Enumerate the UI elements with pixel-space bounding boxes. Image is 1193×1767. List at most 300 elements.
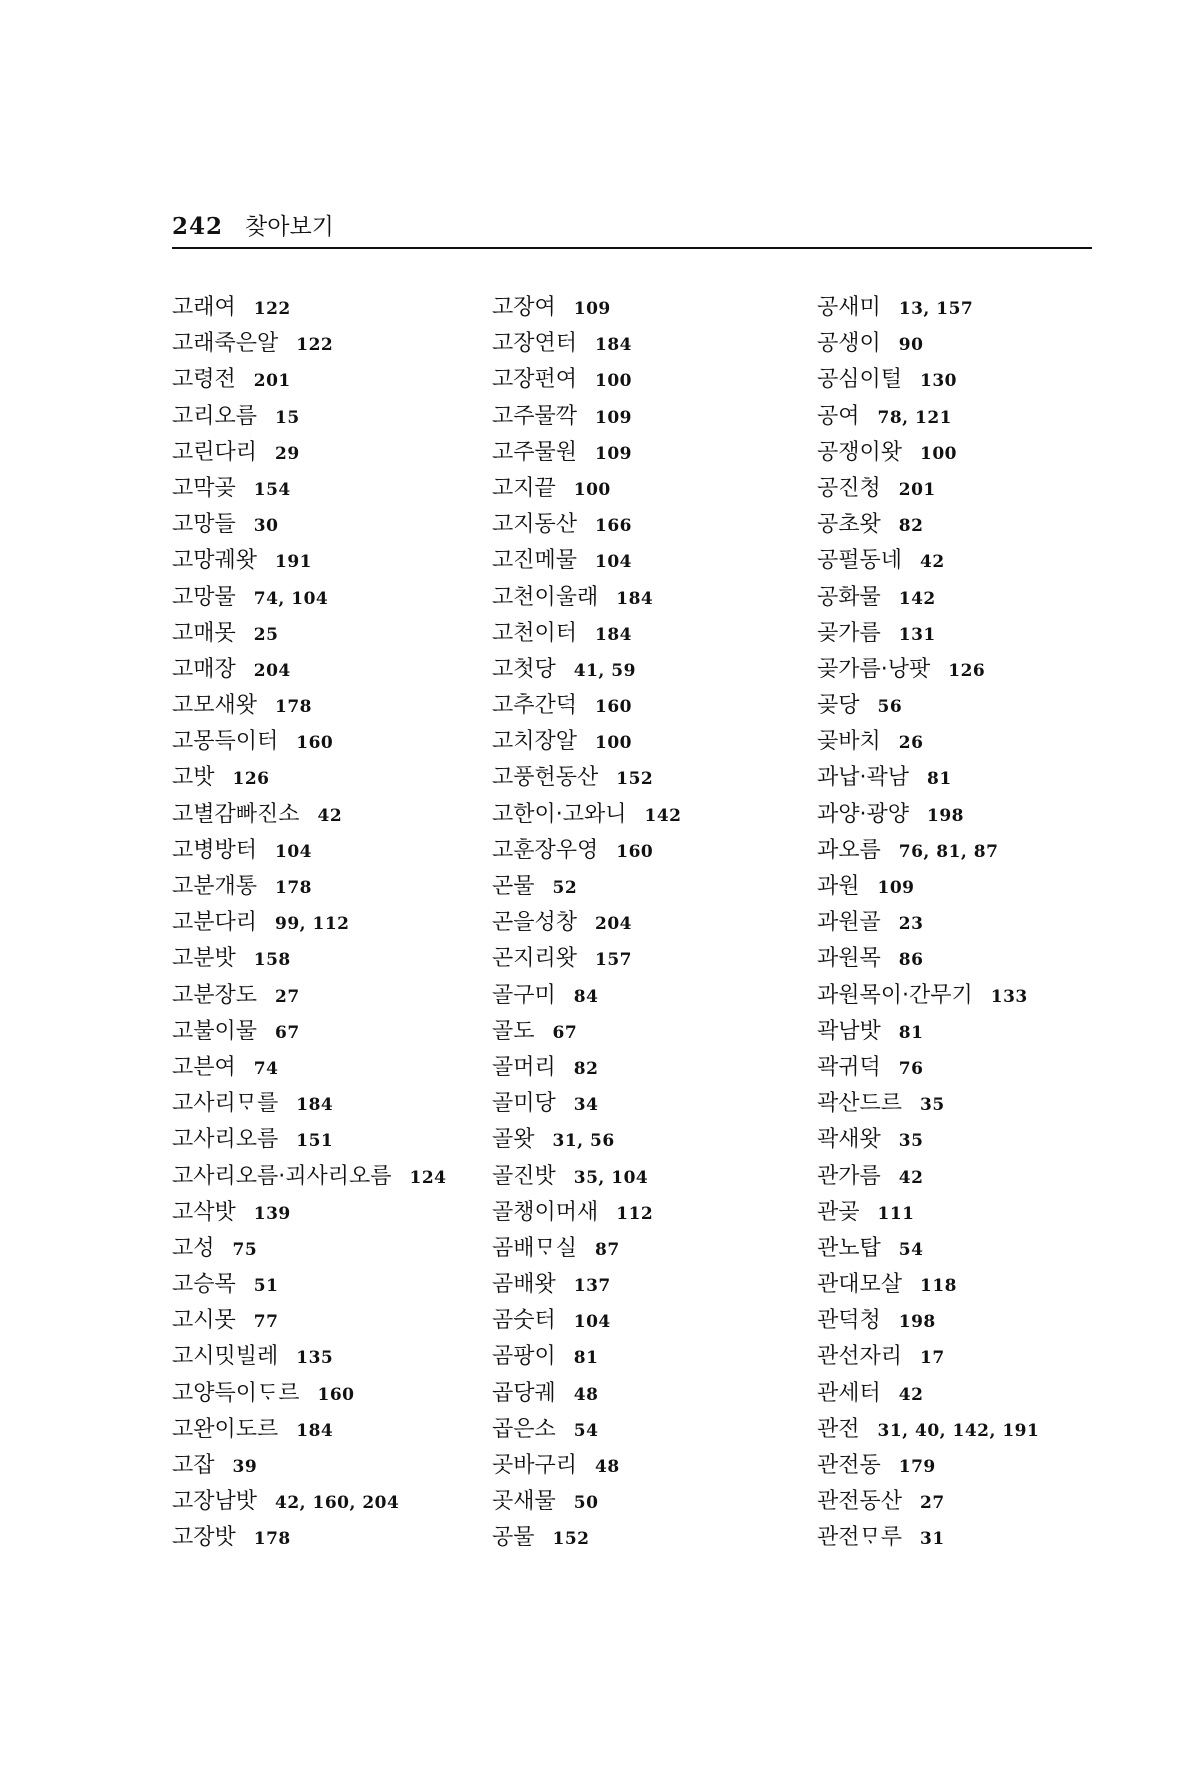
index-page-numbers: 100 [595, 371, 633, 392]
index-term: 관전ᄆᆞ루 [817, 1525, 903, 1551]
index-entry [492, 833, 792, 869]
index-term: 공쟁이왓 [817, 439, 903, 465]
index-entry [492, 905, 792, 941]
index-entry [492, 688, 792, 724]
index-entry [817, 1520, 1117, 1556]
index-entry [172, 941, 472, 977]
index-page-numbers: 26 [898, 733, 924, 754]
index-term: 고천이터 [492, 620, 578, 646]
index-entry [172, 1376, 472, 1412]
index-entry [817, 978, 1117, 1014]
index-term: 과오름 [817, 837, 881, 863]
index-page-numbers: 130 [920, 371, 958, 392]
index-page-numbers: 42 [317, 805, 343, 826]
index-page-numbers: 67 [552, 1022, 578, 1043]
index-columns [172, 290, 1092, 1590]
index-entry [492, 471, 792, 507]
index-page-numbers: 82 [898, 516, 924, 537]
index-term: 고령전 [172, 367, 236, 393]
index-term: 관노탑 [817, 1235, 881, 1261]
index-term: 곽산드르 [817, 1091, 903, 1117]
index-page-numbers: 100 [595, 733, 633, 754]
index-page-numbers: 111 [877, 1203, 915, 1224]
index-entry [817, 833, 1117, 869]
index-entry [817, 1339, 1117, 1375]
index-term: 공새미 [817, 295, 881, 320]
index-page-numbers: 31, 40, 142, 191 [877, 1420, 1040, 1441]
index-page-numbers: 35 [898, 1131, 924, 1152]
index-page-numbers: 54 [573, 1420, 599, 1441]
index-page-numbers: 54 [898, 1239, 924, 1260]
index-term: 골구미 [492, 982, 556, 1008]
index-entry [817, 290, 1117, 326]
index-page-numbers: 137 [573, 1276, 611, 1297]
index-entry [492, 1448, 792, 1484]
index-page-numbers: 77 [253, 1312, 279, 1333]
index-entry [817, 435, 1117, 471]
index-entry [492, 1520, 792, 1556]
index-page-numbers: 154 [253, 479, 291, 500]
index-page-numbers: 76, 81, 87 [898, 841, 999, 862]
index-entry [172, 616, 472, 652]
index-page-numbers: 131 [898, 624, 936, 645]
index-term: 고분장도 [172, 982, 258, 1008]
index-page-numbers: 126 [232, 769, 270, 790]
index-entry [817, 688, 1117, 724]
index-entry [492, 797, 792, 833]
index-page-numbers: 158 [253, 950, 291, 971]
index-entry [172, 688, 472, 724]
index-term: 고사리오름·괴사리오름 [172, 1163, 392, 1189]
index-entry [492, 978, 792, 1014]
index-term: 과납·곽남 [817, 765, 910, 791]
index-page-numbers: 201 [898, 479, 936, 500]
index-entry [172, 1339, 472, 1375]
index-term: 고추간덕 [492, 693, 578, 719]
index-entry [172, 724, 472, 760]
index-term: 관대모살 [817, 1272, 903, 1298]
index-page-numbers: 178 [275, 697, 313, 718]
index-term: 고망물 [172, 584, 236, 610]
index-page-numbers: 133 [990, 986, 1028, 1007]
index-entry [172, 362, 472, 398]
index-entry [172, 1303, 472, 1339]
index-term: 고장연터 [492, 331, 578, 357]
index-entry [492, 724, 792, 760]
index-entry [172, 290, 472, 326]
index-entry [817, 941, 1117, 977]
index-page-numbers: 122 [296, 335, 334, 356]
index-term: 고사리ᄆᆞ를 [172, 1091, 279, 1117]
index-entry [492, 1267, 792, 1303]
index-term: 골도 [492, 1018, 535, 1044]
index-entry [492, 399, 792, 435]
index-entry [492, 616, 792, 652]
index-term: 공심이털 [817, 367, 903, 393]
index-term: 고분밧 [172, 946, 236, 972]
index-page-numbers: 29 [275, 443, 300, 464]
index-page-numbers: 104 [275, 841, 313, 862]
index-entry [817, 399, 1117, 435]
index-page-numbers: 42 [898, 1167, 924, 1188]
index-term: 곱당궤 [492, 1380, 556, 1406]
index-term: 곽새왓 [817, 1127, 881, 1153]
index-term: 곳새물 [492, 1489, 556, 1515]
index-entry [492, 1339, 792, 1375]
index-entry [172, 507, 472, 543]
index-entry [817, 1448, 1117, 1484]
index-page-numbers: 166 [595, 516, 633, 537]
index-entry [817, 652, 1117, 688]
index-page-numbers: 31 [920, 1529, 945, 1550]
index-term: 골미당 [492, 1091, 556, 1117]
index-term: 고양득이ᄃᆞ르 [172, 1380, 300, 1406]
index-page-numbers: 126 [948, 660, 986, 681]
index-entry [817, 1159, 1117, 1195]
index-entry [817, 1050, 1117, 1086]
index-entry [172, 435, 472, 471]
index-term: 고장밧 [172, 1525, 236, 1551]
index-entry [172, 869, 472, 905]
index-page-numbers: 184 [616, 588, 654, 609]
index-term: 관덕청 [817, 1308, 881, 1334]
index-page-numbers: 160 [296, 733, 334, 754]
index-page-numbers: 15 [275, 407, 300, 428]
index-page-numbers: 52 [552, 878, 578, 898]
index-page-numbers: 23 [898, 914, 924, 935]
index-entry [492, 435, 792, 471]
index-entry [172, 399, 472, 435]
index-term: 과원목 [817, 946, 881, 972]
index-page-numbers: 13, 157 [898, 299, 974, 319]
index-term: 곳바구리 [492, 1453, 578, 1478]
index-term: 고잡 [172, 1453, 215, 1478]
index-term: 고불이물 [172, 1018, 258, 1044]
index-term: 고풍헌동산 [492, 765, 599, 791]
index-page-numbers: 109 [877, 878, 915, 898]
index-term: 고장펀여 [492, 367, 578, 393]
index-term: 고지동산 [492, 512, 578, 538]
index-page-numbers: 42 [898, 1384, 924, 1405]
index-page-numbers: 74 [253, 1058, 279, 1079]
index-page-numbers: 178 [275, 878, 313, 898]
index-term: 곶가름·낭팟 [817, 656, 931, 682]
index-term: 공진청 [817, 475, 881, 501]
index-term: 과원 [817, 874, 860, 899]
index-page-numbers: 100 [920, 443, 958, 464]
index-entry [172, 1231, 472, 1267]
index-page-numbers: 142 [644, 805, 682, 826]
index-term: 고매못 [172, 620, 236, 646]
index-entry [817, 1376, 1117, 1412]
index-term: 고모새왓 [172, 693, 258, 719]
index-term: 관가름 [817, 1163, 881, 1189]
index-term: 관전동 [817, 1453, 881, 1478]
index-term: 곶바치 [817, 729, 881, 755]
index-term: 고매장 [172, 656, 236, 682]
index-entry [492, 1086, 792, 1122]
index-term: 고망궤왓 [172, 548, 258, 574]
index-term: 고래여 [172, 295, 236, 320]
index-page-numbers: 81 [898, 1022, 924, 1043]
index-page-numbers: 17 [920, 1348, 945, 1369]
index-page-numbers: 42, 160, 204 [275, 1493, 400, 1514]
index-page-numbers: 48 [595, 1457, 620, 1477]
index-page-numbers: 30 [253, 516, 279, 537]
index-page-numbers: 139 [253, 1203, 291, 1224]
index-term: 고병방터 [172, 837, 258, 863]
index-term: 공여 [817, 403, 860, 429]
index-term: 관선자리 [817, 1344, 903, 1370]
index-term: 고분다리 [172, 910, 258, 936]
index-entry [492, 869, 792, 905]
index-term: 고래죽은알 [172, 331, 279, 357]
index-term: 관전 [817, 1416, 860, 1442]
index-page-numbers: 34 [573, 1095, 599, 1116]
index-entry [817, 580, 1117, 616]
page-header [172, 208, 1092, 248]
index-entry [492, 507, 792, 543]
page-title: 찾아보기 [245, 214, 334, 240]
index-entry [172, 1159, 472, 1195]
index-term: 고훈장우영 [492, 837, 599, 863]
index-entry [817, 1412, 1117, 1448]
index-term: 관전동산 [817, 1489, 903, 1515]
index-term: 고치장알 [492, 729, 578, 755]
index-term: 곤을성창 [492, 910, 578, 936]
index-column-1 [172, 290, 472, 1557]
index-page-numbers: 27 [275, 986, 300, 1007]
index-page-numbers: 42 [920, 552, 945, 573]
index-page-numbers: 67 [275, 1022, 300, 1043]
index-page-numbers: 152 [616, 769, 654, 790]
index-page-numbers: 184 [595, 624, 633, 645]
index-page-numbers: 160 [595, 697, 633, 718]
index-page-numbers: 184 [296, 1095, 334, 1116]
index-term: 고리오름 [172, 403, 258, 429]
index-term: 고주물깍 [492, 403, 578, 429]
index-term: 곰숫터 [492, 1308, 556, 1334]
index-page-numbers: 157 [595, 950, 633, 971]
index-term: 고완이도르 [172, 1416, 279, 1442]
index-entry [817, 616, 1117, 652]
index-entry [817, 724, 1117, 760]
index-entry [172, 1484, 472, 1520]
index-entry [492, 543, 792, 579]
index-page-numbers: 75 [232, 1239, 258, 1260]
index-entry [172, 1122, 472, 1158]
index-page-numbers: 118 [920, 1276, 958, 1297]
index-page-numbers: 160 [317, 1384, 355, 1405]
index-term: 골머리 [492, 1054, 556, 1080]
index-term: 고별감빠진소 [172, 801, 300, 827]
index-page-numbers: 50 [573, 1493, 599, 1514]
index-page-numbers: 184 [296, 1420, 334, 1441]
index-page-numbers: 204 [595, 914, 633, 935]
index-page-numbers: 82 [573, 1058, 599, 1079]
index-term: 과양·광양 [817, 801, 910, 827]
index-entry [172, 833, 472, 869]
index-term: 고성 [172, 1235, 215, 1261]
index-entry [817, 326, 1117, 362]
index-entry [172, 1050, 472, 1086]
index-page-numbers: 179 [898, 1457, 936, 1477]
index-entry [492, 652, 792, 688]
index-term: 고막곶 [172, 475, 236, 501]
index-term: 과원골 [817, 910, 881, 936]
index-page-numbers: 31, 56 [552, 1131, 615, 1152]
index-entry [492, 1050, 792, 1086]
index-term: 고분개통 [172, 874, 258, 899]
index-entry [172, 797, 472, 833]
index-entry [492, 362, 792, 398]
index-entry [172, 1448, 472, 1484]
index-term: 고몽득이터 [172, 729, 279, 755]
index-column-2 [492, 290, 792, 1557]
index-entry [172, 1014, 472, 1050]
index-page-numbers: 84 [573, 986, 599, 1007]
index-page-numbers: 41, 59 [573, 660, 636, 681]
index-page-numbers: 81 [927, 769, 952, 790]
index-term: 공초왓 [817, 512, 881, 538]
index-page-numbers: 87 [595, 1239, 620, 1260]
index-term: 과원목이·간무기 [817, 982, 973, 1008]
index-page-numbers: 135 [296, 1348, 334, 1369]
index-page-numbers: 122 [253, 299, 291, 319]
index-entry [492, 1484, 792, 1520]
index-entry [492, 1159, 792, 1195]
index-entry [817, 543, 1117, 579]
index-entry [817, 1195, 1117, 1231]
index-entry [172, 1086, 472, 1122]
index-term: 고린다리 [172, 439, 258, 465]
index-term: 골챙이머새 [492, 1199, 599, 1225]
index-entry [817, 507, 1117, 543]
page-number: 242 [172, 213, 224, 240]
index-page-numbers: 51 [253, 1276, 279, 1297]
index-entry [172, 1195, 472, 1231]
index-term: 곤물 [492, 874, 535, 899]
index-page-numbers: 191 [275, 552, 313, 573]
index-entry [172, 905, 472, 941]
index-entry [817, 362, 1117, 398]
index-term: 곰배왓 [492, 1272, 556, 1298]
index-entry [817, 905, 1117, 941]
index-page-numbers: 109 [595, 407, 633, 428]
index-page-numbers: 198 [927, 805, 965, 826]
index-entry [817, 1303, 1117, 1339]
index-term: 고진메물 [492, 548, 578, 574]
index-term: 고븐여 [172, 1054, 236, 1080]
index-entry [492, 1412, 792, 1448]
index-term: 고시못 [172, 1308, 236, 1334]
index-page-numbers: 35 [920, 1095, 945, 1116]
index-term: 고삭밧 [172, 1199, 236, 1225]
index-entry [172, 1412, 472, 1448]
index-term: 고사리오름 [172, 1127, 279, 1153]
index-entry [492, 1376, 792, 1412]
index-term: 곶당 [817, 693, 860, 719]
index-page-numbers: 109 [595, 443, 633, 464]
index-page-numbers: 112 [616, 1203, 654, 1224]
index-term: 골왓 [492, 1127, 535, 1153]
index-page-numbers: 142 [898, 588, 936, 609]
index-entry [817, 1086, 1117, 1122]
index-entry [172, 978, 472, 1014]
index-term: 관세터 [817, 1380, 881, 1406]
index-term: 고지끝 [492, 475, 556, 501]
index-page-numbers: 56 [877, 697, 903, 718]
index-page-numbers: 151 [296, 1131, 334, 1152]
index-page-numbers: 104 [573, 1312, 611, 1333]
index-term: 고장여 [492, 295, 556, 320]
index-entry [492, 941, 792, 977]
index-term: 고주물원 [492, 439, 578, 465]
index-term: 공펄동네 [817, 548, 903, 574]
index-entry [492, 1014, 792, 1050]
index-term: 곽남밧 [817, 1018, 881, 1044]
index-term: 고첫당 [492, 656, 556, 682]
index-term: 곰배ᄆᆞ실 [492, 1235, 578, 1261]
index-term: 고장남밧 [172, 1489, 258, 1515]
index-page-numbers: 48 [573, 1384, 599, 1405]
index-entry [172, 760, 472, 796]
index-page-numbers: 76 [898, 1058, 924, 1079]
index-page-numbers: 39 [232, 1457, 258, 1477]
index-page-numbers: 86 [898, 950, 924, 971]
index-page-numbers: 124 [409, 1167, 447, 1188]
index-page-numbers: 99, 112 [275, 914, 350, 935]
index-term: 곽귀덕 [817, 1054, 881, 1080]
index-entry [172, 326, 472, 362]
index-page-numbers: 27 [920, 1493, 945, 1514]
index-entry [817, 1231, 1117, 1267]
index-entry [172, 1520, 472, 1556]
index-entry [492, 1303, 792, 1339]
index-term: 관곶 [817, 1199, 860, 1225]
index-entry [492, 1195, 792, 1231]
header-rule [172, 247, 1092, 249]
index-term: 곰팡이 [492, 1344, 556, 1370]
index-entry [492, 290, 792, 326]
index-term: 공물 [492, 1525, 535, 1551]
index-entry [492, 580, 792, 616]
index-term: 공생이 [817, 331, 881, 357]
index-page-numbers: 81 [573, 1348, 599, 1369]
index-entry [817, 1267, 1117, 1303]
index-page-numbers: 184 [595, 335, 633, 356]
index-page-numbers: 100 [573, 479, 611, 500]
index-entry [817, 1484, 1117, 1520]
index-entry [172, 1267, 472, 1303]
index-term: 고한이·고와니 [492, 801, 627, 827]
index-term: 곶가름 [817, 620, 881, 646]
index-term: 고망들 [172, 512, 236, 538]
index-page-numbers: 35, 104 [573, 1167, 649, 1188]
index-entry [492, 760, 792, 796]
index-term: 고밧 [172, 765, 215, 791]
index-page-numbers: 198 [898, 1312, 936, 1333]
index-entry [817, 471, 1117, 507]
index-term: 고시밋빌레 [172, 1344, 279, 1370]
index-entry [492, 326, 792, 362]
index-term: 공화물 [817, 584, 881, 610]
index-page-numbers: 201 [253, 371, 291, 392]
index-term: 골진밧 [492, 1163, 556, 1189]
index-entry [492, 1122, 792, 1158]
index-entry [817, 760, 1117, 796]
index-page-numbers: 152 [552, 1529, 590, 1550]
